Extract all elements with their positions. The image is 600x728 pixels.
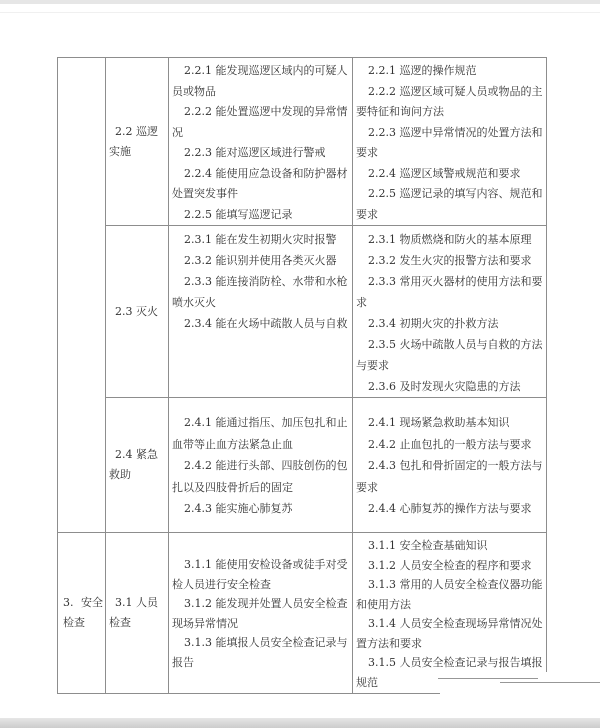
knowledge-item: 2.2.3 巡逻中异常情况的处置方法和要求 bbox=[356, 125, 543, 159]
table-row bbox=[58, 58, 547, 226]
skill-item: 2.4.1 能通过指压、加压包扎和止血带等止血方法紧急止血 bbox=[172, 416, 348, 451]
table-row bbox=[58, 226, 547, 398]
skill-item: 3.1.2 能发现并处置人员安全检查现场异常情况 bbox=[172, 597, 348, 630]
scan-edge-bar-bottom bbox=[0, 718, 600, 728]
skills-cell-2-3 bbox=[169, 226, 353, 398]
subitem-label: 2.4 紧急救助 bbox=[109, 448, 158, 481]
skills-cell-2-2 bbox=[169, 58, 353, 226]
skill-item: 2.2.1 能发现巡逻区域内的可疑人员或物品 bbox=[172, 64, 348, 98]
section-2-label-cell bbox=[58, 58, 106, 533]
skill-item: 2.4.3 能实施心肺复苏 bbox=[184, 502, 293, 515]
knowledge-item: 2.3.4 初期火灾的扑救方法 bbox=[368, 317, 499, 330]
knowledge-item: 2.3.1 物质燃烧和防火的基本原理 bbox=[368, 233, 532, 246]
skills-cell-2-4 bbox=[169, 398, 353, 533]
section-label: 3. 安全检查 bbox=[63, 596, 103, 629]
subitem-label: 3.1 人员检查 bbox=[109, 596, 158, 629]
knowledge-item: 2.4.3 包扎和骨折固定的一般方法与要求 bbox=[356, 459, 543, 494]
knowledge-item: 3.1.2 人员安全检查的程序和要求 bbox=[368, 558, 532, 572]
scan-artifact-line-lower bbox=[500, 682, 600, 683]
knowledge-item: 2.2.5 巡逻记录的填写内容、规范和要求 bbox=[356, 187, 543, 221]
skill-item: 2.3.4 能在火场中疏散人员与自救 bbox=[184, 317, 348, 330]
knowledge-item: 2.3.6 及时发现火灾隐患的方法 bbox=[368, 380, 521, 393]
knowledge-item: 3.1.3 常用的人员安全检查仪器功能和使用方法 bbox=[356, 578, 543, 611]
knowledge-cell-2-2 bbox=[353, 58, 547, 226]
knowledge-item: 3.1.4 人员安全检查现场异常情况处置方法和要求 bbox=[356, 617, 543, 650]
skill-item: 2.3.3 能连接消防栓、水带和水枪喷水灭火 bbox=[172, 275, 348, 309]
knowledge-item: 3.1.5 人员安全检查记录与报告填报规范 bbox=[356, 656, 543, 689]
skill-item: 2.2.4 能使用应急设备和防护器材处置突发事件 bbox=[172, 166, 348, 200]
skill-item: 2.4.2 能进行头部、四肢创伤的包扎以及四肢骨折后的固定 bbox=[172, 459, 348, 494]
section-3-label-cell bbox=[58, 533, 106, 694]
knowledge-item: 2.4.4 心肺复苏的操作方法与要求 bbox=[368, 502, 532, 515]
skill-item: 2.2.5 能填写巡逻记录 bbox=[184, 207, 293, 221]
skill-item: 2.2.2 能处置巡逻中发现的异常情况 bbox=[172, 105, 348, 139]
subitem-label-cell-2-2 bbox=[106, 58, 169, 226]
knowledge-cell-3-1 bbox=[353, 533, 547, 694]
subitem-label: 2.2 巡逻实施 bbox=[109, 124, 158, 158]
subitem-label-cell-2-4 bbox=[106, 398, 169, 533]
scan-artifact-line-upper bbox=[438, 678, 538, 679]
subitem-label-cell-2-3 bbox=[106, 226, 169, 398]
skills-cell-3-1 bbox=[169, 533, 353, 694]
knowledge-item: 3.1.1 安全检查基础知识 bbox=[368, 539, 488, 552]
table-row bbox=[58, 533, 547, 694]
knowledge-item: 2.2.1 巡逻的操作规范 bbox=[368, 64, 477, 77]
scan-edge-bar-top bbox=[0, 0, 600, 4]
table-row bbox=[58, 398, 547, 533]
skill-item: 3.1.1 能使用安检设备或徒手对受检人员进行安全检查 bbox=[172, 558, 348, 591]
knowledge-cell-2-3 bbox=[353, 226, 547, 398]
knowledge-item: 2.2.4 巡逻区域警戒规范和要求 bbox=[368, 166, 521, 180]
skill-item: 2.3.2 能识别并使用各类灭火器 bbox=[184, 254, 337, 267]
knowledge-item: 2.4.2 止血包扎的一般方法与要求 bbox=[368, 437, 532, 451]
subitem-label-cell-3-1 bbox=[106, 533, 169, 694]
standards-table bbox=[57, 57, 547, 694]
skill-item: 3.1.3 能填报人员安全检查记录与报告 bbox=[172, 636, 348, 669]
skill-item: 2.2.3 能对巡逻区域进行警戒 bbox=[184, 146, 326, 159]
knowledge-cell-2-4 bbox=[353, 398, 547, 533]
subitem-label: 2.3 灭火 bbox=[115, 304, 158, 318]
knowledge-item: 2.3.3 常用灭火器材的使用方法和要求 bbox=[356, 275, 543, 309]
knowledge-item: 2.3.5 火场中疏散人员与自救的方法与要求 bbox=[356, 338, 543, 372]
scan-hairline bbox=[0, 12, 600, 13]
knowledge-item: 2.2.2 巡逻区域可疑人员或物品的主要特征和询问方法 bbox=[356, 84, 543, 118]
knowledge-item: 2.4.1 现场紧急救助基本知识 bbox=[368, 416, 510, 429]
knowledge-item: 2.3.2 发生火灾的报警方法和要求 bbox=[368, 254, 532, 267]
skill-item: 2.3.1 能在发生初期火灾时报警 bbox=[184, 233, 337, 246]
